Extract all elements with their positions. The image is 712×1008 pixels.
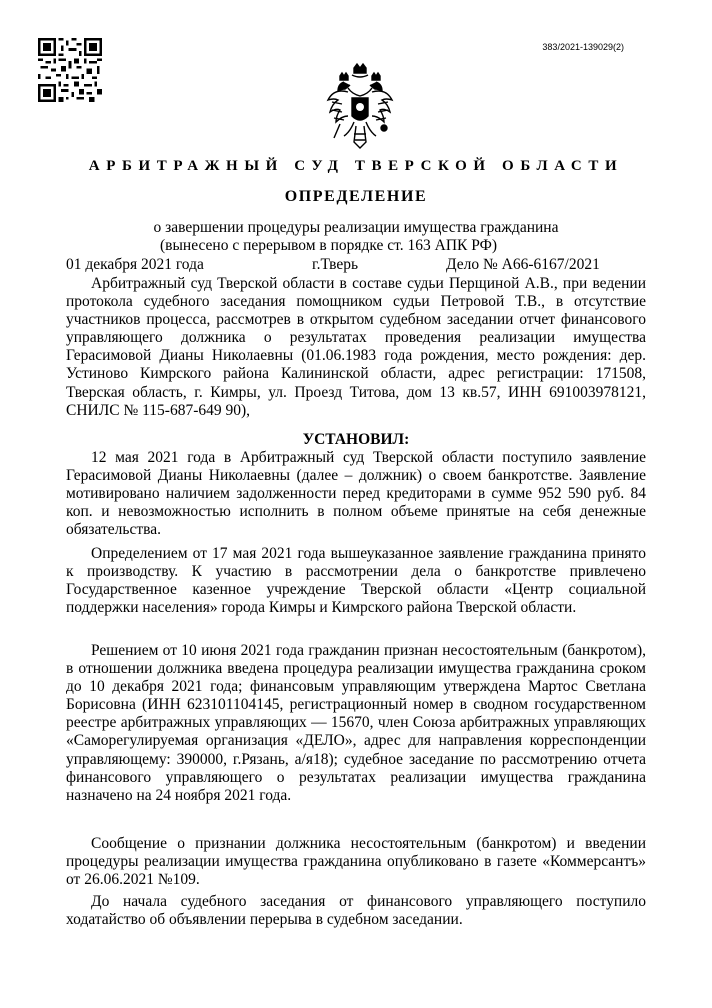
- case-number: Дело № А66-6167/2021: [446, 256, 600, 273]
- paragraph-1: 12 мая 2021 года в Арбитражный суд Тверской области поступило заявление Герасимовой Дианы Николаевны (далее – должник) о своем банкротстве. Заявление мотивировано наличием задолженности перед кредиторами в сумме 952 590 руб. 84 коп. и невозможностью исполнить в полном объеме принятые на себя денежные обязательства.: [66, 449, 646, 539]
- document-code: 383/2021-139029(2): [542, 42, 624, 52]
- paragraph-2: Определением от 17 мая 2021 года вышеуказанное заявление гражданина принято к производству. К участию в рассмотрении дела о банкротстве привлечено Государственное казенное учреждение Тверской области «Центр социальной поддержки населения» города Кимры и Кимрского района Тверской области.: [66, 545, 646, 617]
- section-heading: УСТАНОВИЛ:: [302, 431, 410, 448]
- paragraph-4: Сообщение о признании должника несостоятельным (банкротом) и введении процедуры реализации имущества гражданина опубликовано в газете «Коммерсантъ» от 26.06.2021 №109.: [66, 835, 646, 889]
- intro-paragraph: Арбитражный суд Тверской области в составе судьи Перщиной А.В., при ведении протокола судебного заседания помощником судьи Петровой Т.В., в отсутствие участников процесса, рассмотрев в открытом судебном заседании отчет финансового управляющего должника о результатах проведения реализации имущества Герасимовой Дианы Николаевны (01.06.1983 года рождения, место рождения: дер. Устиново Кимрского района Калининской области, адрес регистрации: 171508, Тверская область, г. Кимры, ул. Проезд Титова, дом 13 кв.57, ИНН 691003978121, СНИЛС № 115-687-649 90),: [66, 275, 646, 419]
- russian-coat-of-arms-icon: [326, 62, 394, 152]
- decision-city: г.Тверь: [312, 256, 359, 273]
- court-name: АРБИТРАЖНЫЙ СУД ТВЕРСКОЙ ОБЛАСТИ: [88, 158, 624, 174]
- document-type: ОПРЕДЕЛЕНИЕ: [284, 188, 428, 205]
- subtitle-line-2: (вынесено с перерывом в порядке ст. 163 АПК РФ): [160, 237, 498, 254]
- subtitle-line-1: о завершении процедуры реализации имущества гражданина: [153, 219, 559, 236]
- qr-code-icon: [38, 38, 102, 102]
- decision-date: 01 декабря 2021 года: [66, 256, 204, 273]
- paragraph-3: Решением от 10 июня 2021 года гражданин признан несостоятельным (банкротом), в отношении должника введена процедура реализации имущества гражданина сроком до 10 декабря 2021 года; финансовым управляющим утверждена Мартос Светлана Борисовна (ИНН 623101104145, регистрационный номер в сводном государственном реестре арбитражных управляющих — 15670, член Союза арбитражных управляющих «Саморегулируемая организация «ДЕЛО», адрес для направления корреспонденции управляющему: 390000, г.Рязань, а/я18); судебное заседание по рассмотрению отчета финансового управляющего о результатах реализации имущества гражданина назначено на 24 ноября 2021 года.: [66, 642, 646, 804]
- paragraph-5: До начала судебного заседания от финансового управляющего поступило ходатайство об объявлении перерыва в судебном заседании.: [66, 893, 646, 929]
